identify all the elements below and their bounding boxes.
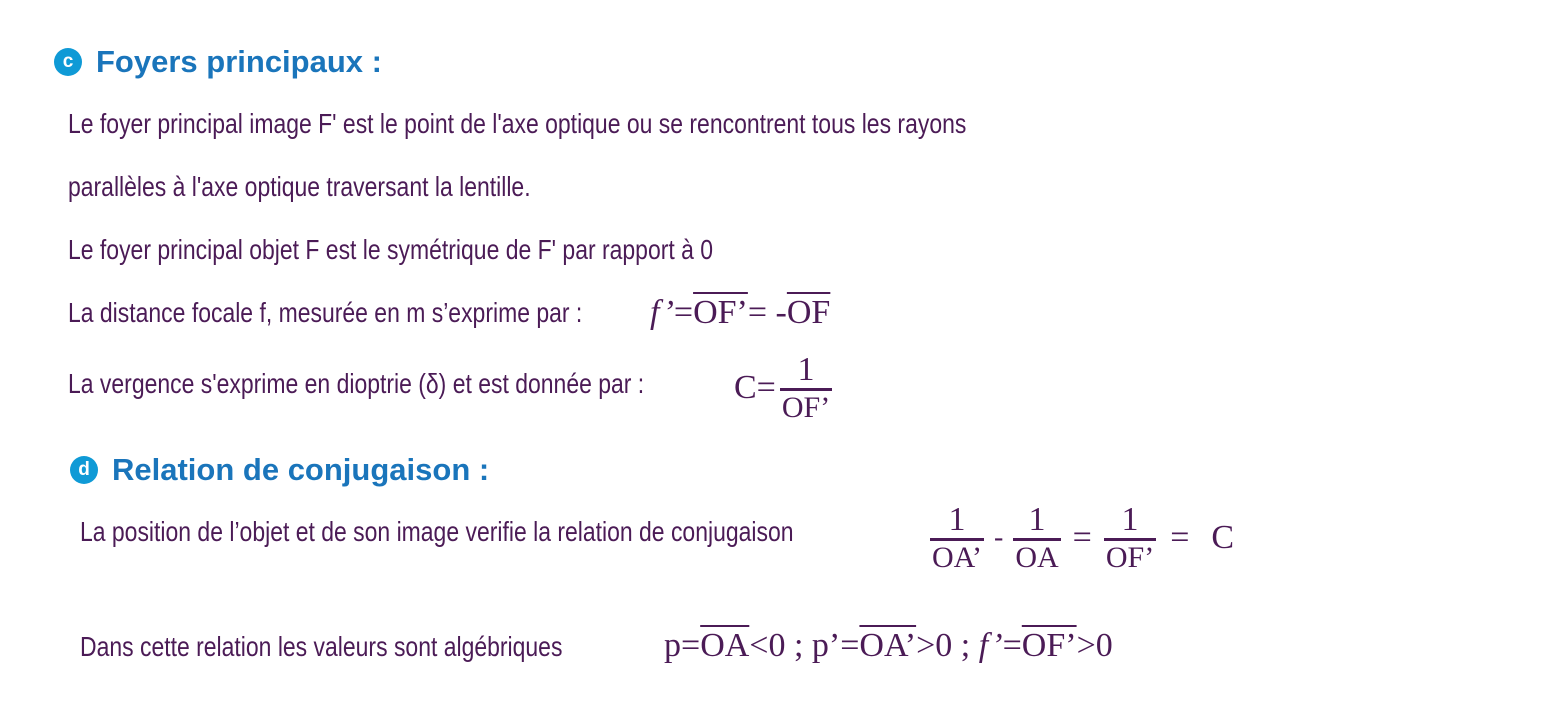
fraction-1-over-OA-prime <box>930 502 984 574</box>
vergence-symbol: C <box>1211 518 1235 556</box>
vector-OA: $\overline{OA}$ <box>700 627 750 664</box>
focal-distance-formula <box>650 294 830 332</box>
vector-OF-prime: OF’ <box>1021 627 1077 664</box>
vergence-formula <box>734 352 836 424</box>
fraction-denominator: OA’ <box>932 540 982 574</box>
focal-distance-text: La distance focale f, mesurée en m s’exprime par : <box>68 297 583 328</box>
section-c-bullet-icon: c <box>54 48 82 76</box>
equals-sign: = <box>1002 627 1022 664</box>
vector-OF-prime: OF’ <box>693 294 748 331</box>
p-definition: p= <box>664 627 701 664</box>
minus-sign: - <box>994 521 1004 553</box>
paragraph-line: parallèles à l'axe optique traversant la lentille. <box>68 171 531 202</box>
conjugation-text: La position de l’objet et de son image verifie la relation de conjugaison <box>80 516 794 547</box>
paragraph-line: Le foyer principal image F' est le point de l'axe optique ou se rencontrent tous les rayons <box>68 108 967 139</box>
fraction-denominator: OF’ <box>781 390 831 424</box>
fraction-numerator: 1 <box>797 351 815 388</box>
section-c-heading <box>54 44 382 80</box>
fraction-numerator: 1 <box>948 501 966 538</box>
fraction-1-over-OF-prime <box>1104 502 1156 574</box>
vector-OF: $\overline{OF}$ <box>786 294 831 331</box>
section-c-title: Foyers principaux : <box>96 44 382 79</box>
section-d-heading <box>70 452 489 488</box>
vergence-fraction <box>780 352 832 424</box>
paragraph-line: Le foyer principal objet F est le symétrique de F' par rapport à 0 <box>68 234 714 265</box>
vector-OA-prime: OA’ <box>859 627 917 664</box>
p-prime-condition: >0 ; <box>916 627 979 664</box>
equals-sign: = <box>1170 518 1190 556</box>
section-d-title: Relation de conjugaison : <box>112 452 490 487</box>
p-condition: <0 ; p’= <box>749 627 860 664</box>
section-d-bullet-icon: d <box>70 456 98 484</box>
conjugation-formula <box>926 502 1234 574</box>
fraction-denominator: OA <box>1015 540 1059 574</box>
equals-minus: = - <box>747 294 787 331</box>
fraction-numerator: 1 <box>1028 501 1046 538</box>
vergence-symbol: C= <box>734 368 776 406</box>
algebraic-values-text: Dans cette relation les valeurs sont algébriques <box>80 631 563 662</box>
focal-condition: >0 <box>1076 627 1113 664</box>
fraction-numerator: 1 <box>1121 501 1139 538</box>
equals-sign: = <box>1072 518 1092 556</box>
algebraic-values-formula <box>664 627 1113 665</box>
vergence-text: La vergence s'exprime en dioptrie (δ) et est donnée par : <box>68 368 645 399</box>
focal-symbol: f’ <box>978 627 1003 664</box>
fraction-denominator: OF’ <box>1105 540 1155 574</box>
fraction-1-over-OA <box>1013 502 1060 574</box>
equals-sign: = <box>673 294 694 331</box>
focal-symbol: f’ <box>650 294 674 331</box>
